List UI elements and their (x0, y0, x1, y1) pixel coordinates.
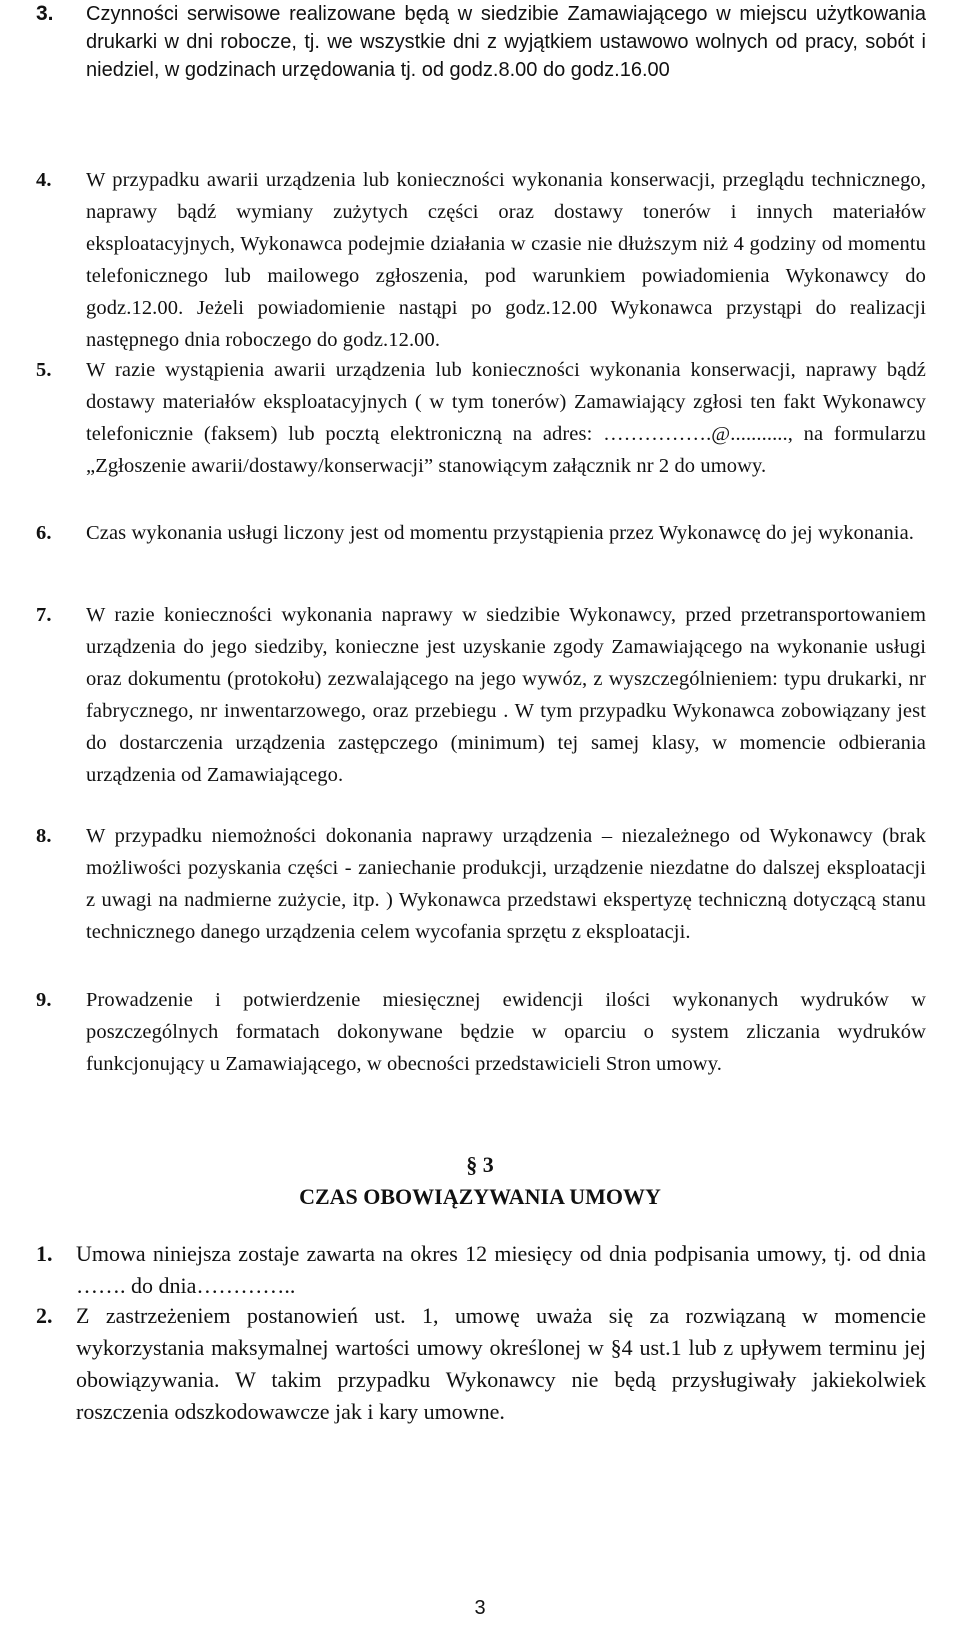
page-number: 3 (474, 1597, 486, 1619)
point-text: Umowa niniejsza zostaje zawarta na okres 12 miesięcy od dnia podpisania umowy, tj. od dnia ……. do dnia………….. (76, 1241, 926, 1298)
paragraph-number: 7. (36, 604, 52, 626)
paragraph-number: 8. (36, 825, 52, 847)
paragraph-text: W razie konieczności wykonania naprawy w siedzibie Wykonawcy, przed przetransportowaniem urządzenia do jego siedziby, konieczne jest uzyskanie zgody Zamawiającego na wykonanie usługi oraz dokumentu (protokołu) zezwalającego na jego wywóz, z wyszczególnieniem: typu drukarki, nr fabrycznego, nr inwentarzowego, oraz przebiegu . W tym przypadku Wykonawca zobowiązany jest do dostarczenia urządzenia zastępczego (minimum) tej samej klasy, w momencie odbierania urządzenia od Zamawiającego. (86, 604, 926, 786)
point-text: Z zastrzeżeniem postanowień ust. 1, umowę uważa się za rozwiązaną w momencie wykorzystania maksymalnej wartości umowy określonej w §4 ust.1 lub z upływem terminu jej obowiązywania. W takim przypadku Wykonawcy nie będą przysługiwały jakiekolwiek roszczenia odszkodowawcze jak i kary umowne. (76, 1303, 926, 1424)
point-number: 1. (36, 1241, 53, 1266)
paragraph-number: 4. (36, 169, 52, 191)
paragraph-number: 6. (36, 522, 52, 544)
paragraph-text: W razie wystąpienia awarii urządzenia lub konieczności wykonania konserwacji, naprawy bądź dostawy materiałów eksploatacyjnych ( w tym tonerów) Zamawiający zgłosi ten fakt Wykonawcy telefonicznie (faksem) lub pocztą elektroniczną na adres: …………….@..........., na formularzu „Zgłoszenie awarii/dostawy/konserwacji” stanowiącym załącznik nr 2 do umowy. (86, 359, 926, 477)
paragraph-number: 9. (36, 989, 52, 1011)
section-title: CZAS OBOWIĄZYWANIA UMOWY (299, 1184, 661, 1209)
paragraph-text: W przypadku awarii urządzenia lub konieczności wykonania konserwacji, przeglądu technicznego, naprawy bądź wymiany zużytych części oraz dostawy tonerów i innych materiałów eksploatacyjnych, Wykonawca podejmie działania w czasie nie dłuższym niż 4 godziny od momentu telefonicznego lub mailowego zgłoszenia, pod warunkiem powiadomienia Wykonawcy do godz.12.00. Jeżeli powiadomienie nastąpi po godz.12.00 Wykonawca przystąpi do realizacji następnego dnia roboczego do godz.12.00. (86, 169, 926, 351)
paragraph-text: W przypadku niemożności dokonania naprawy urządzenia – niezależnego od Wykonawcy (brak możliwości pozyskania części - zaniechanie produkcji, urządzenie niezdatne do dalszej eksploatacji z uwagi na nadmierne zużycie, itp. ) Wykonawca przedstawi ekspertyzę techniczną dotyczącą stanu technicznego danego urządzenia celem wycofania sprzętu z eksploatacji. (86, 825, 926, 943)
paragraph-text: Czynności serwisowe realizowane będą w siedzibie Zamawiającego w miejscu użytkowania drukarki w dni robocze, tj. we wszystkie dni z wyjątkiem ustawowo wolnych od pracy, sobót i niedziel, w godzinach urzędowania tj. od godz.8.00 do godz.16.00 (86, 3, 926, 81)
section-mark: § 3 (466, 1152, 494, 1177)
paragraph-text: Czas wykonania usługi liczony jest od momentu przystąpienia przez Wykonawcę do jej wykonania. (86, 522, 915, 544)
paragraph-number: 5. (36, 359, 52, 381)
paragraph-number: 3. (36, 2, 54, 25)
paragraph-text: Prowadzenie i potwierdzenie miesięcznej ewidencji ilości wykonanych wydruków w poszczególnych formatach dokonywane będzie w oparciu o system zliczania wydruków funkcjonujący u Zamawiającego, w obecności przedstawicieli Stron umowy. (86, 989, 926, 1075)
point-number: 2. (36, 1303, 53, 1328)
